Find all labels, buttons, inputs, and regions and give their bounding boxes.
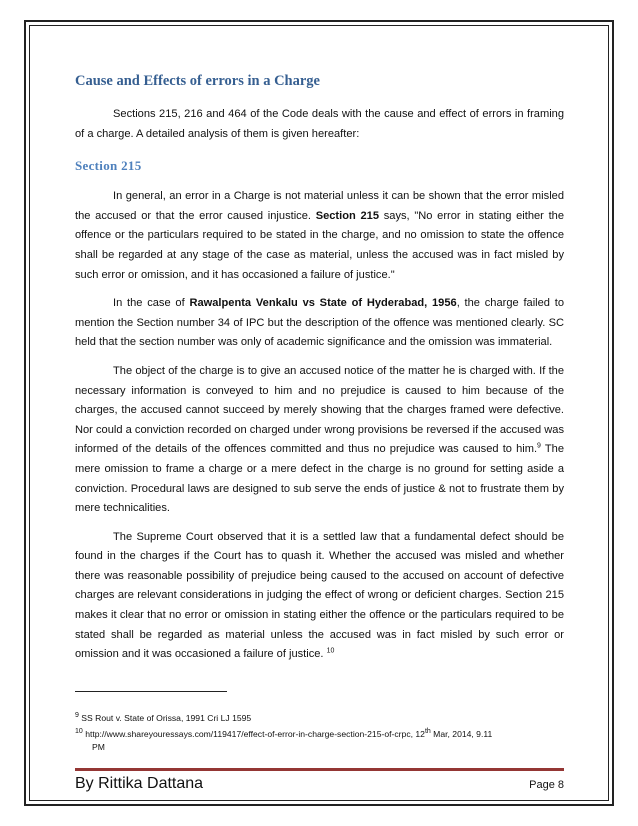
supreme-court-paragraph <box>75 528 564 665</box>
p1-text-a: In general, an error in a Charge is not material unless it can be shown that the error misled the accused or that the error caused injustice. <box>75 190 564 222</box>
case-name: Rawalpenta Venkalu vs State of Hyderabad, 1956 <box>189 297 457 310</box>
p3-text-b: The mere omission to frame a charge or a mere defect in the charge is no ground for setting aside a conviction. Procedural laws are designed to sub serve the ends of justice & not to frustrate them by mere technicalities. <box>75 443 565 515</box>
footnote-ref-9: 9 <box>537 442 541 450</box>
p1-text-c: says, "No error in stating either the offence or the particulars required to be stated in the charge, and no omission to state the offence shall be regarded at any stage of the case as material, unless the accused was in fact misled by such error or omission, and it has occasioned a failure of justice." <box>75 209 564 281</box>
intro-paragraph: Sections 215, 216 and 464 of the Code deals with the cause and effect of errors in framing of a charge. A detailed analysis of them is given hereafter: <box>75 108 564 140</box>
object-paragraph <box>75 362 564 519</box>
footnote-10-ordinal: th <box>424 728 431 736</box>
p1-section-ref: Section 215 <box>315 209 379 222</box>
page-title: Cause and Effects of errors in a Charge <box>75 73 320 89</box>
footer-rule <box>75 768 564 771</box>
footnote-10-text-b: Mar, 2014, 9.11 <box>430 729 493 739</box>
p2-text-c: , the charge failed to mention the Section number 34 of IPC but the description of the offence was mentioned clearly. SC held that the section number was only of academic significance and the omission was immaterial. <box>75 297 564 349</box>
p2-text-a: In the case of <box>113 297 190 310</box>
footnote-separator <box>75 691 227 692</box>
section-215-paragraph <box>75 187 564 285</box>
footer-page-number: Page 8 <box>529 779 564 791</box>
p4-text-a: The Supreme Court observed that it is a settled law that a fundamental defect should be found in the charges if the Court has to quash it. Whether the accused was misled and whether there was reasonable possibility of prejudice being caused to the accused on account of defective charges are relevant considerations in judging the effect of wrong or deficient charges. Section 215 makes it clear that no error or omission in stating either the offence or the particulars required to be stated shall be regarded as material unless the accused was in fact misled by such error or omission and it was occasioned a failure of justice. <box>75 530 564 661</box>
footnote-9-number: 9 <box>75 712 79 720</box>
page-content <box>75 73 564 665</box>
footnote-10-text-a: http://www.shareyouressays.com/119417/effect-of-error-in-charge-section-215-of-crpc, 12 <box>85 729 425 739</box>
p3-text-a: The object of the charge is to give an accused notice of the matter he is charged with. If the necessary information is conveyed to him and no prejudice is caused to him because of the charges, the accused cannot succeed by merely showing that the charges framed were defective. Nor could a conviction recorded on charged under wrong provisions be reversed if the accused was informed of the details of the offences committed and thus no prejudice was caused to him. <box>75 364 564 456</box>
footnote-10 <box>75 728 564 754</box>
footnote-10-text-c: PM <box>92 742 105 752</box>
footnote-9 <box>75 712 564 725</box>
case-paragraph <box>75 294 564 353</box>
footnote-10-number: 10 <box>75 728 83 736</box>
footer-author: By Rittika Dattana <box>75 775 204 792</box>
footnote-ref-10: 10 <box>326 647 335 655</box>
footnote-9-text: SS Rout v. State of Orissa, 1991 Cri LJ 1595 <box>81 713 252 723</box>
section-heading: Section 215 <box>75 158 142 174</box>
footnotes <box>75 712 564 757</box>
